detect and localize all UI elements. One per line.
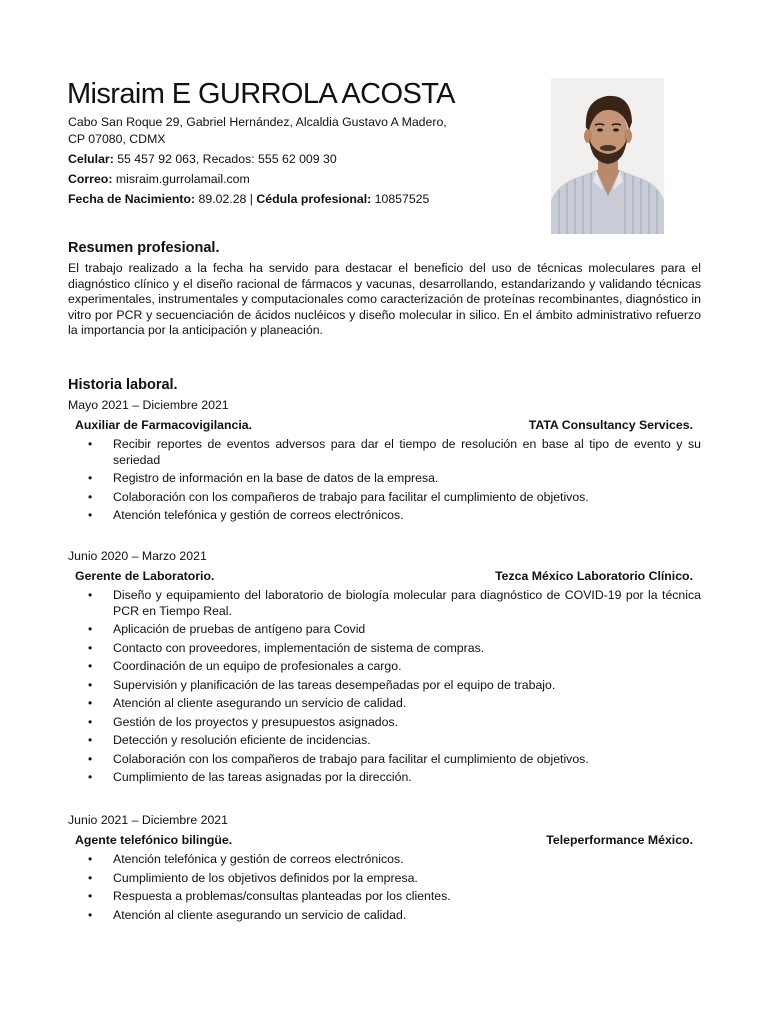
email-label: Correo: xyxy=(68,172,113,186)
job-duties xyxy=(68,437,701,524)
address-line-1: Cabo San Roque 29, Gabriel Hernández, Alcaldia Gustavo A Madero, xyxy=(68,115,447,129)
profile-photo xyxy=(551,78,664,234)
email-line xyxy=(68,171,508,188)
duty-text: Coordinación de un equipo de profesionales a cargo. xyxy=(113,659,402,673)
duty-text: Recibir reportes de eventos adversos para dar el tiempo de resolución en base al tipo de evento y su seriedad xyxy=(113,437,701,467)
list-item xyxy=(68,641,701,657)
bullet-icon: • xyxy=(88,733,93,747)
list-item xyxy=(68,908,701,924)
list-item xyxy=(68,588,701,619)
duty-text: Supervisión y planificación de las tareas desempeñadas por el equipo de trabajo. xyxy=(113,677,556,692)
summary-title: Resumen profesional. xyxy=(68,240,220,256)
bullet-icon: • xyxy=(88,622,93,636)
duty-text: Cumplimiento de las tareas asignadas por la dirección. xyxy=(113,770,412,784)
list-item xyxy=(68,659,701,675)
job-dates: Mayo 2021 – Diciembre 2021 xyxy=(68,398,229,412)
job-entry xyxy=(68,548,701,789)
duty-text: Registro de información en la base de datos de la empresa. xyxy=(113,471,439,485)
bullet-icon: • xyxy=(88,489,93,504)
job-role: Auxiliar de Farmacovigilancia. xyxy=(75,418,253,432)
license-value: 10857525 xyxy=(371,192,430,206)
job-dates: Junio 2020 – Marzo 2021 xyxy=(68,549,207,563)
address-line-2: CP 07080, CDMX xyxy=(68,132,166,146)
email-value: misraim.gurrolamail.com xyxy=(112,172,250,186)
address xyxy=(68,114,508,148)
summary-text: El trabajo realizado a la fecha ha servido para destacar el beneficio del uso de técnicas moleculares para el diagnóstico clínico y el diseño racional de fármacos y vacunas, desarrollando, estandarizando y validando técnicas experimentales, instrumentales y computacionales como caracterización de proteínas recombinantes, diagnóstico in vitro por PCR y secuenciación de ácidos nucléicos y diseño molecular in silico. En el ámbito administrativo refuerzo la importancia por la anticipación y planeación. xyxy=(68,261,701,338)
bullet-icon: • xyxy=(88,770,93,784)
bullet-icon: • xyxy=(88,640,93,655)
duty-text: Contacto con proveedores, implementación de sistema de compras. xyxy=(113,640,485,655)
candidate-name: Misraim E GURROLA ACOSTA xyxy=(67,78,455,110)
list-item xyxy=(68,437,701,468)
bullet-icon: • xyxy=(88,437,93,451)
job-company: Teleperformance México. xyxy=(546,833,693,847)
bullet-icon: • xyxy=(88,714,93,729)
list-item xyxy=(68,752,701,768)
duty-text: Gestión de los proyectos y presupuestos asignados. xyxy=(113,714,399,729)
phone-line xyxy=(68,151,508,168)
job-header xyxy=(68,569,701,586)
duty-text: Atención al cliente asegurando un servicio de calidad. xyxy=(113,696,407,710)
job-company: TATA Consultancy Services. xyxy=(528,418,693,432)
bullet-icon: • xyxy=(88,588,93,602)
job-duties xyxy=(68,852,701,923)
bullet-icon: • xyxy=(88,751,93,766)
list-item xyxy=(68,733,701,749)
job-entry xyxy=(68,397,701,527)
list-item xyxy=(68,889,701,905)
history-title: Historia laboral. xyxy=(68,377,178,393)
phone-value: 55 457 92 063, Recados: 555 62 009 30 xyxy=(113,152,337,166)
list-item xyxy=(68,770,701,786)
contact-block xyxy=(68,114,508,211)
bullet-icon: • xyxy=(88,907,93,922)
list-item xyxy=(68,852,701,868)
job-dates: Junio 2021 – Diciembre 2021 xyxy=(68,813,228,827)
duty-text: Colaboración con los compañeros de trabajo para facilitar el cumplimiento de objetivos. xyxy=(113,751,589,766)
duty-text: Aplicación de pruebas de antígeno para Covid xyxy=(113,622,366,636)
list-item xyxy=(68,871,701,887)
job-duties xyxy=(68,588,701,786)
duty-text: Cumplimiento de los objetivos definidos por la empresa. xyxy=(113,870,418,885)
bullet-icon: • xyxy=(88,471,93,485)
list-item xyxy=(68,490,701,506)
job-role: Gerente de Laboratorio. xyxy=(75,569,215,583)
license-label: Cédula profesional: xyxy=(256,192,372,206)
bullet-icon: • xyxy=(88,508,93,522)
duty-text: Colaboración con los compañeros de trabajo para facilitar el cumplimiento de objetivos. xyxy=(113,489,589,504)
job-entry xyxy=(68,812,701,926)
bullet-icon: • xyxy=(88,889,93,903)
bullet-icon: • xyxy=(88,870,93,885)
job-role: Agente telefónico bilingüe. xyxy=(75,833,233,847)
list-item xyxy=(68,508,701,524)
duty-text: Atención telefónica y gestión de correos electrónicos. xyxy=(113,852,404,866)
duty-text: Atención al cliente asegurando un servicio de calidad. xyxy=(113,907,407,922)
birthdate-value: 89.02.28 | xyxy=(195,192,257,206)
bullet-icon: • xyxy=(88,659,93,673)
list-item xyxy=(68,678,701,694)
duty-text: Atención telefónica y gestión de correos electrónicos. xyxy=(113,508,404,522)
bullet-icon: • xyxy=(88,852,93,866)
job-header xyxy=(68,418,701,435)
list-item xyxy=(68,622,701,638)
duty-text: Diseño y equipamiento del laboratorio de biología molecular para diagnóstico de COVID-19 por la técnica PCR en Tiempo Real. xyxy=(113,588,701,618)
duty-text: Respuesta a problemas/consultas planteadas por los clientes. xyxy=(113,889,451,903)
job-company: Tezca México Laboratorio Clínico. xyxy=(495,569,693,583)
birthdate-label: Fecha de Nacimiento: xyxy=(68,192,196,206)
list-item xyxy=(68,715,701,731)
phone-label: Celular: xyxy=(68,152,114,166)
job-header xyxy=(68,833,701,850)
list-item xyxy=(68,696,701,712)
bullet-icon: • xyxy=(88,696,93,710)
bullet-icon: • xyxy=(88,677,93,692)
duty-text: Detección y resolución eficiente de incidencias. xyxy=(113,733,371,747)
list-item xyxy=(68,471,701,487)
birth-id-line xyxy=(68,191,508,208)
